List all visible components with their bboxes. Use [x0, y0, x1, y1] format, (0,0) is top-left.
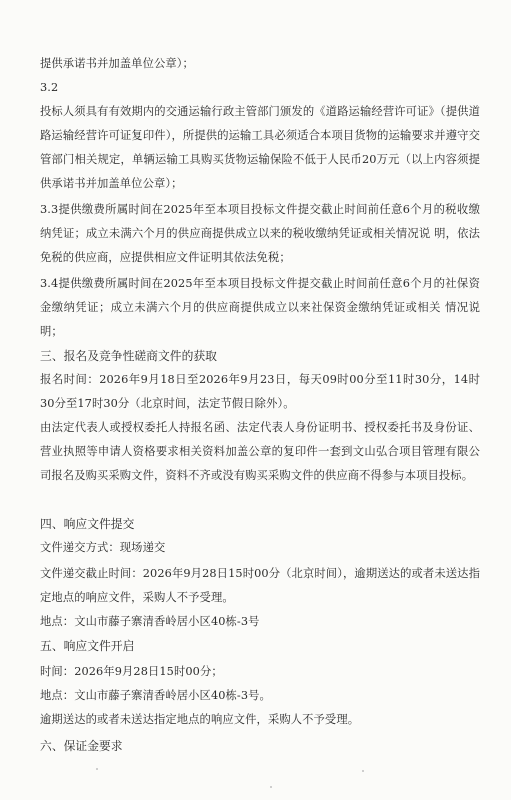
paragraph-submission-method: 文件递交方式：现场递交	[40, 541, 166, 554]
paragraph-section-3-2-number: 3.2	[40, 81, 59, 94]
heading-response-submission: 四、响应文件提交	[40, 517, 135, 531]
paragraph-opening-location: 地点：文山市藤子寨清香岭居小区40栋-3号。	[40, 689, 271, 702]
scan-speck	[362, 770, 364, 772]
paragraph-submission-deadline: 文件递交截止时间：2026年9月28日15时00分（北京时间），逾期送达的或者未送达指定地点的响应文件，采购人不予受理。	[40, 567, 480, 604]
heading-registration: 三、报名及竞争性磋商文件的获取	[40, 349, 217, 363]
paragraph-tax-payment: 3.3提供缴费所属时间在2025年至本项目投标文件提交截止时间前任意6个月的税收缴纳凭证；成立未满六个月的供应商提供成立以来的税收缴纳凭证或相关情况说 明，依法免税的供应商，应提供相应文件证明其依法免税；	[40, 203, 480, 264]
paragraph-submission-location: 地点：文山市藤子寨清香岭居小区40栋-3号	[40, 615, 260, 628]
paragraph-commitment-tail: 提供承诺书并加盖单位公章）；	[40, 57, 194, 70]
scan-speck	[270, 786, 272, 788]
scan-speck	[96, 768, 98, 770]
paragraph-registration-materials: 由法定代表人或授权委托人持报名函、法定代表人身份证明书、授权委托书及身份证、营业执照等申请人资格要求相关资料加盖公章的复印件一套到文山弘合项目管理有限公司报名及购买采购文件，资料不齐或没有购买采购文件的供应商不得参与本项目投标。	[40, 421, 480, 482]
paragraph-road-transport-license: 投标人须具有有效期内的交通运输行政主管部门颁发的《道路运输经营许可证》（提供道路运输经营许可证复印件），所提供的运输工具必须适合本项目货物的运输要求并遵守交管部门相关规定，单辆运输工具购买货物运输保险不低于人民币20万元（以上内容须提供承诺书并加盖单位公章）；	[40, 105, 480, 190]
paragraph-registration-time: 报名时间：2026年9月18日至2026年9月23日，每天09时00分至11时30分，14时30分至17时30分（北京时间，法定节假日除外）。	[40, 373, 480, 410]
heading-response-opening: 五、响应文件开启	[40, 639, 135, 653]
paragraph-social-security: 3.4提供缴费所属时间在2025年至本项目投标文件提交截止时间前任意6个月的社保资金缴纳凭证；成立未满六个月的供应商提供成立以来社保资金缴纳凭证或相关 情况说明；	[40, 277, 480, 338]
heading-deposit-requirements: 六、保证金要求	[40, 739, 123, 753]
paragraph-late-submission: 逾期送达的或者未送达指定地点的响应文件，采购人不予受理。	[40, 713, 360, 726]
paragraph-opening-time: 时间：2026年9月28日15时00分；	[40, 665, 223, 678]
